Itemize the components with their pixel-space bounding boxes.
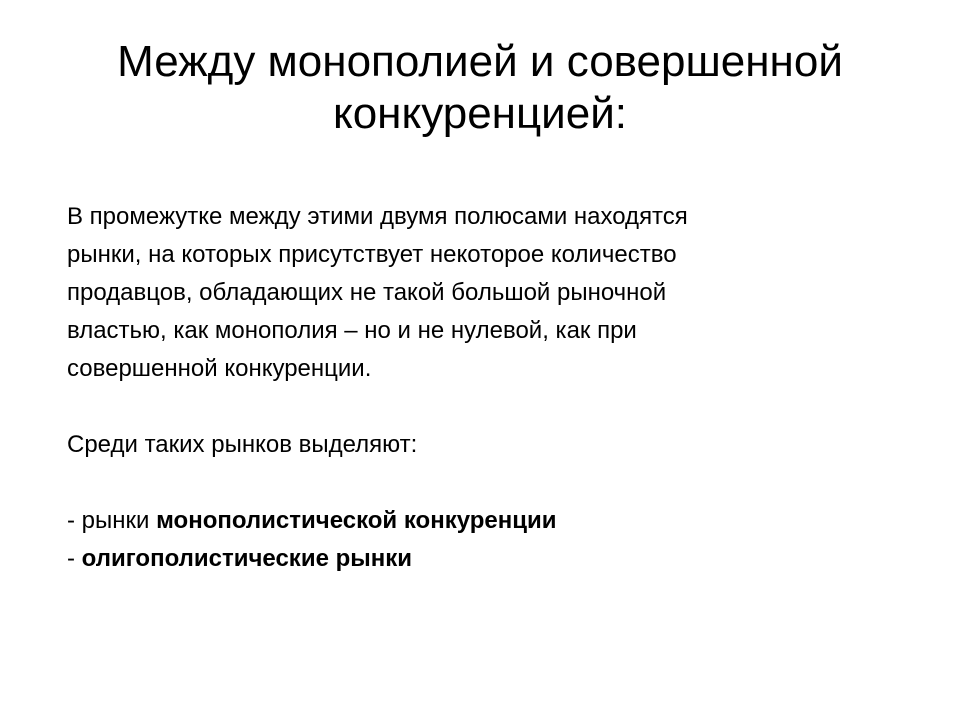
slide-title-line: конкуренцией: [332,89,628,138]
paragraph-line: продавцов, обладающих не такой большой рыночной [67,279,667,306]
bullet-prefix: - рынки [67,507,157,534]
bullet-item [67,540,927,578]
bullet-prefix: - [67,545,82,572]
paragraph-line: В промежутке между этими двумя полюсами находятся [67,203,688,230]
paragraph-line: властью, как монополия – но и не нулевой, как при [67,317,637,344]
slide-title [40,36,920,140]
slide-title-line: Между монополией и совершенной [117,37,843,86]
lead-text: Среди таких рынков выделяют: [67,431,418,458]
paragraph-line: рынки, на которых присутствует некоторое количество [67,241,677,268]
bullet-term: олигополистические рынки [81,545,412,572]
body-paragraph [67,198,927,388]
bullet-term: монополистической конкуренции [156,507,557,534]
bullet-list [67,502,927,578]
slide-body [67,198,927,578]
paragraph-line: совершенной конкуренции. [67,355,372,382]
bullet-item [67,502,927,540]
